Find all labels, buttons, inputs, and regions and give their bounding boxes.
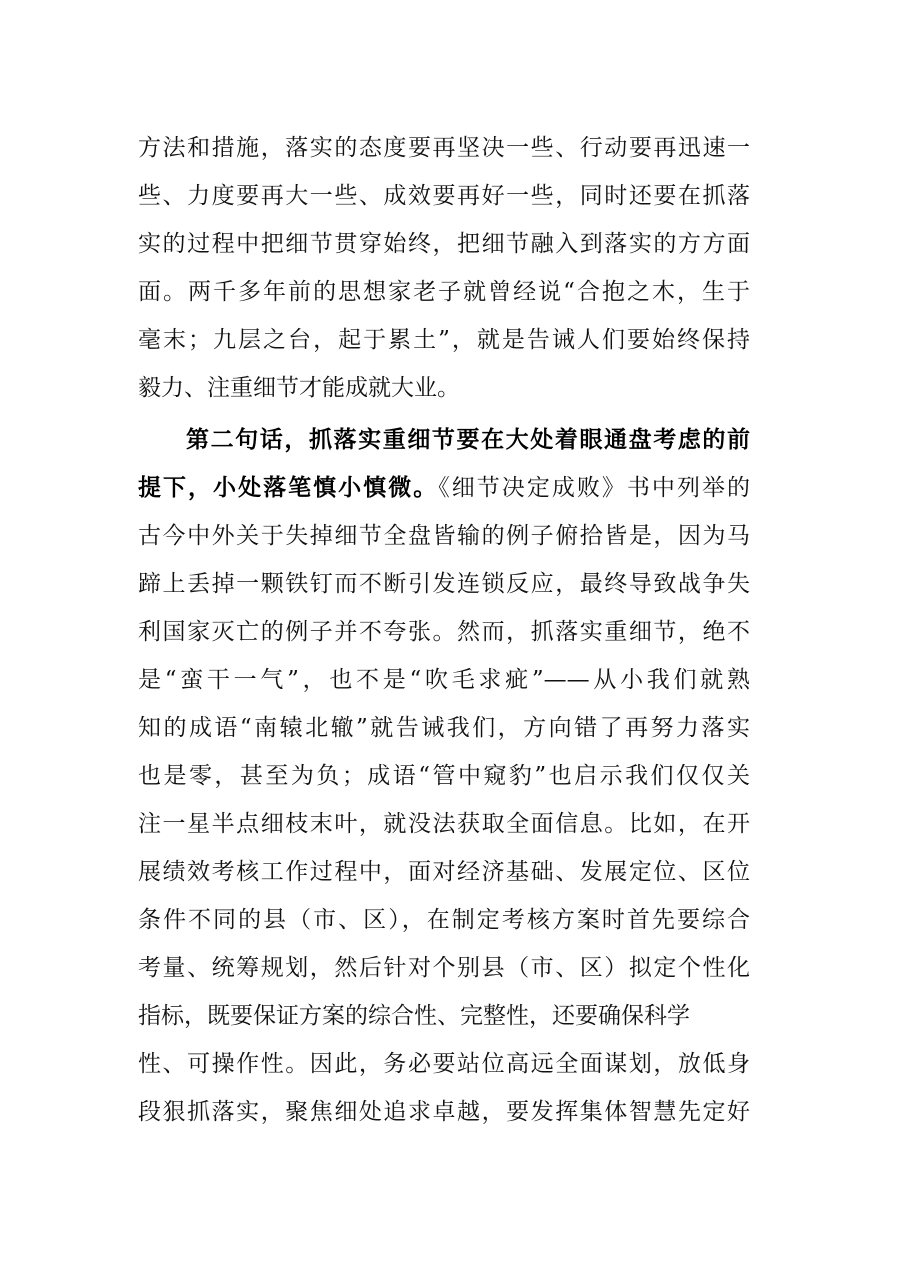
text-line: 方法和措施，落实的态度要再坚决一些、行动要再迅速一: [138, 135, 750, 161]
text-line: 指标，既要保证方案的综合性、完整性，还要确保科学: [138, 1003, 690, 1029]
text-line: 段狠抓落实，聚焦细处追求卓越，要发挥集体智慧先定好: [138, 1099, 750, 1125]
section-heading-line: 第二句话，抓落实重细节要在大处着眼通盘考虑的前: [186, 427, 750, 453]
text-line: 条件不同的县（市、区），在制定考核方案时首先要综合: [138, 907, 750, 933]
text-line: 古今中外关于失掉细节全盘皆输的例子俯拾皆是，因为马: [138, 523, 750, 549]
text-line: 毅力、注重细节才能成就大业。: [138, 375, 460, 401]
text-line: 展绩效考核工作过程中，面对经济基础、发展定位、区位: [138, 859, 750, 885]
mixed-line: [138, 464, 750, 512]
text-line: 注一星半点细枝末叶，就没法获取全面信息。比如，在开: [138, 811, 750, 837]
text-segment: 《细节决定成败》书中列举的: [438, 475, 751, 501]
text-line: 毫末；九层之台，起于累土”，就是告诫人们要始终保持: [138, 327, 750, 353]
section-heading-end: 提下，小处落笔慎小慎微。: [138, 475, 439, 501]
text-line: 知的成语“南辕北辙”就告诫我们，方向错了再努力落实: [138, 715, 750, 741]
text-line: 利国家灭亡的例子并不夸张。然而，抓落实重细节，绝不: [138, 619, 750, 645]
text-line: 考量、统筹规划，然后针对个别县（市、区）拟定个性化: [138, 955, 750, 981]
body-text: [138, 124, 750, 1136]
text-line: 些、力度要再大一些、成效要再好一些，同时还要在抓落: [138, 183, 750, 209]
text-line: 性、可操作性。因此，务必要站位高远全面谋划，放低身: [138, 1051, 750, 1077]
text-line: 面。两千多年前的思想家老子就曾经说“合抱之木，生于: [138, 279, 750, 305]
text-line: 蹄上丢掉一颗铁钉而不断引发连锁反应，最终导致战争失: [138, 571, 750, 597]
text-line: 是“蛮干一气”，也不是“吹毛求疵”——从小我们就熟: [138, 667, 750, 693]
text-line: 也是零，甚至为负；成语“管中窥豹”也启示我们仅仅关: [138, 763, 750, 789]
text-line: 实的过程中把细节贯穿始终，把细节融入到落实的方方面: [138, 231, 750, 257]
